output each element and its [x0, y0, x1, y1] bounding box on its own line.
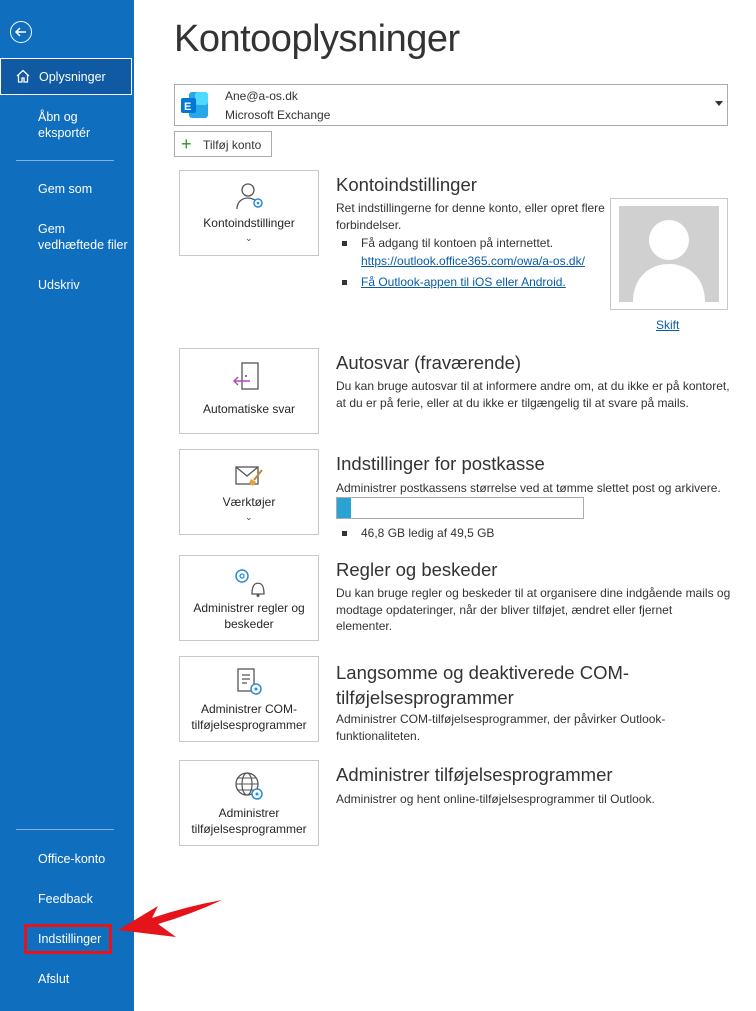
- add-account-label: Tilføj konto: [203, 138, 262, 152]
- settings-highlight-box: [24, 924, 112, 954]
- sidebar-item-label: Åbn og: [38, 110, 78, 124]
- sidebar-item-label: vedhæftede filer: [38, 238, 128, 252]
- chevron-down-icon: ⌄: [245, 512, 253, 522]
- add-account-button[interactable]: [174, 131, 272, 157]
- plus-icon: +: [181, 134, 192, 154]
- backstage-sidebar: [0, 0, 134, 1011]
- title-line: Langsomme og deaktiverede COM-: [336, 662, 630, 683]
- desc-line: funktionaliteten.: [336, 728, 421, 743]
- tile-label: Kontoindstillinger: [203, 216, 295, 230]
- sidebar-item-exit[interactable]: [0, 971, 134, 987]
- sidebar-item-label: Udskriv: [38, 278, 80, 292]
- sidebar-item-label: Gem: [38, 222, 66, 236]
- desc-line: at du er på ferie, eller at du ikke er tilgængelig til at svare på mails.: [336, 395, 689, 410]
- sidebar-divider: [16, 160, 114, 161]
- account-settings-tile[interactable]: [179, 170, 319, 256]
- section-title: Indstillinger for postkasse: [336, 453, 545, 474]
- mailbox-usage-bar: [336, 497, 584, 519]
- manage-rules-tile[interactable]: [179, 555, 319, 641]
- account-type: Microsoft Exchange: [225, 108, 331, 122]
- exchange-icon: [179, 89, 211, 121]
- desc-line: Du kan bruge autosvar til at informere andre om, at du ikke er på kontoret,: [336, 379, 730, 393]
- chevron-down-icon: [715, 101, 723, 106]
- tile-label: [180, 600, 318, 632]
- storage-text: 46,8 GB ledig af 49,5 GB: [361, 526, 495, 540]
- section-title: Regler og beskeder: [336, 559, 498, 580]
- section-desc: [336, 585, 730, 635]
- main-content: [134, 0, 756, 1011]
- title-line: tilføjelsesprogrammer: [336, 687, 514, 708]
- sidebar-item-open-export[interactable]: [0, 109, 134, 141]
- sidebar-item-label: Gem som: [38, 182, 93, 196]
- sidebar-item-save-attachments[interactable]: [0, 221, 134, 253]
- owa-link-text[interactable]: https://outlook.office365.com/owa/a-os.dk/: [361, 254, 585, 268]
- section-title: Autosvar (fraværende): [336, 352, 522, 373]
- owa-link[interactable]: [361, 253, 585, 270]
- tile-label: [180, 805, 318, 837]
- tile-label-line: Administrer: [218, 806, 280, 820]
- mailbox-broom-icon: [234, 462, 266, 492]
- manage-com-addins-tile[interactable]: [179, 656, 319, 742]
- section-desc: Administrer postkassens størrelse ved at tømme slettet post og arkivere.: [336, 481, 721, 495]
- sidebar-item-label: Oplysninger: [39, 70, 106, 84]
- home-icon: [15, 68, 31, 84]
- mailbox-usage-fill: [337, 498, 351, 518]
- tile-label: Værktøjer: [222, 495, 276, 509]
- tools-tile[interactable]: [179, 449, 319, 535]
- change-photo-link[interactable]: Skift: [656, 318, 680, 332]
- sidebar-item-office-account[interactable]: [0, 851, 134, 867]
- section-title: Kontoindstillinger: [336, 174, 477, 195]
- tile-label-line: Administrer COM-: [200, 702, 297, 716]
- account-email: Ane@a-os.dk: [225, 89, 298, 103]
- sidebar-item-print[interactable]: [0, 277, 134, 293]
- section-title: [336, 660, 629, 710]
- outlook-app-link[interactable]: Få Outlook-appen til iOS eller Android.: [361, 275, 566, 289]
- door-arrow-icon: [232, 361, 264, 393]
- tile-label: Automatiske svar: [202, 402, 296, 416]
- chevron-down-icon: ⌄: [245, 233, 253, 243]
- tile-label-line: tilføjelsesprogrammer: [191, 718, 307, 732]
- avatar-placeholder-icon: [619, 206, 719, 302]
- tile-label-line: tilføjelsesprogrammer: [191, 822, 307, 836]
- page-title: Kontooplysninger: [174, 18, 460, 60]
- account-dropdown[interactable]: [174, 84, 728, 126]
- globe-gear-icon: [234, 771, 266, 803]
- gear-bell-icon: [232, 566, 266, 598]
- tile-label-line: beskeder: [224, 617, 274, 631]
- sidebar-item-label: Office-konto: [38, 852, 106, 866]
- profile-photo[interactable]: [610, 198, 728, 310]
- desc-line: elementer.: [336, 619, 393, 633]
- sidebar-item-label: Afslut: [38, 972, 70, 986]
- desc-line: Ret indstillingerne for denne konto, eller opret flere: [336, 201, 605, 215]
- sidebar-item-info[interactable]: [0, 58, 132, 95]
- back-arrow-icon[interactable]: [10, 21, 32, 43]
- document-gear-icon: [234, 667, 266, 699]
- bullet-text: Få adgang til kontoen på internettet.: [361, 236, 554, 250]
- manage-addins-tile[interactable]: [179, 760, 319, 846]
- section-desc: [336, 711, 665, 744]
- sidebar-item-label: Feedback: [38, 892, 93, 906]
- tile-label-line: Administrer regler og: [193, 601, 305, 615]
- section-desc: Administrer og hent online-tilføjelsesprogrammer til Outlook.: [336, 792, 655, 806]
- svg-text:E: E: [184, 101, 192, 113]
- section-title: Administrer tilføjelsesprogrammer: [336, 764, 613, 785]
- sidebar-item-save-as[interactable]: [0, 181, 134, 197]
- section-desc: [336, 378, 730, 411]
- desc-line: modtage opdateringer, når der bliver tilføjet, ændret eller fjernet: [336, 602, 673, 617]
- section-desc: [336, 200, 605, 233]
- user-gear-icon: [235, 181, 267, 211]
- tile-label: [180, 701, 318, 733]
- desc-line: Administrer COM-tilføjelsesprogrammer, der påvirker Outlook-: [336, 712, 666, 726]
- auto-replies-tile[interactable]: [179, 348, 319, 434]
- desc-line: forbindelser.: [336, 217, 402, 232]
- sidebar-divider: [16, 829, 114, 830]
- sidebar-item-label: eksportér: [38, 126, 91, 140]
- sidebar-item-label: Indstillinger: [38, 932, 102, 946]
- sidebar-item-feedback[interactable]: [0, 891, 134, 907]
- desc-line: Du kan bruge regler og beskeder til at organisere dine indgående mails og: [336, 586, 731, 600]
